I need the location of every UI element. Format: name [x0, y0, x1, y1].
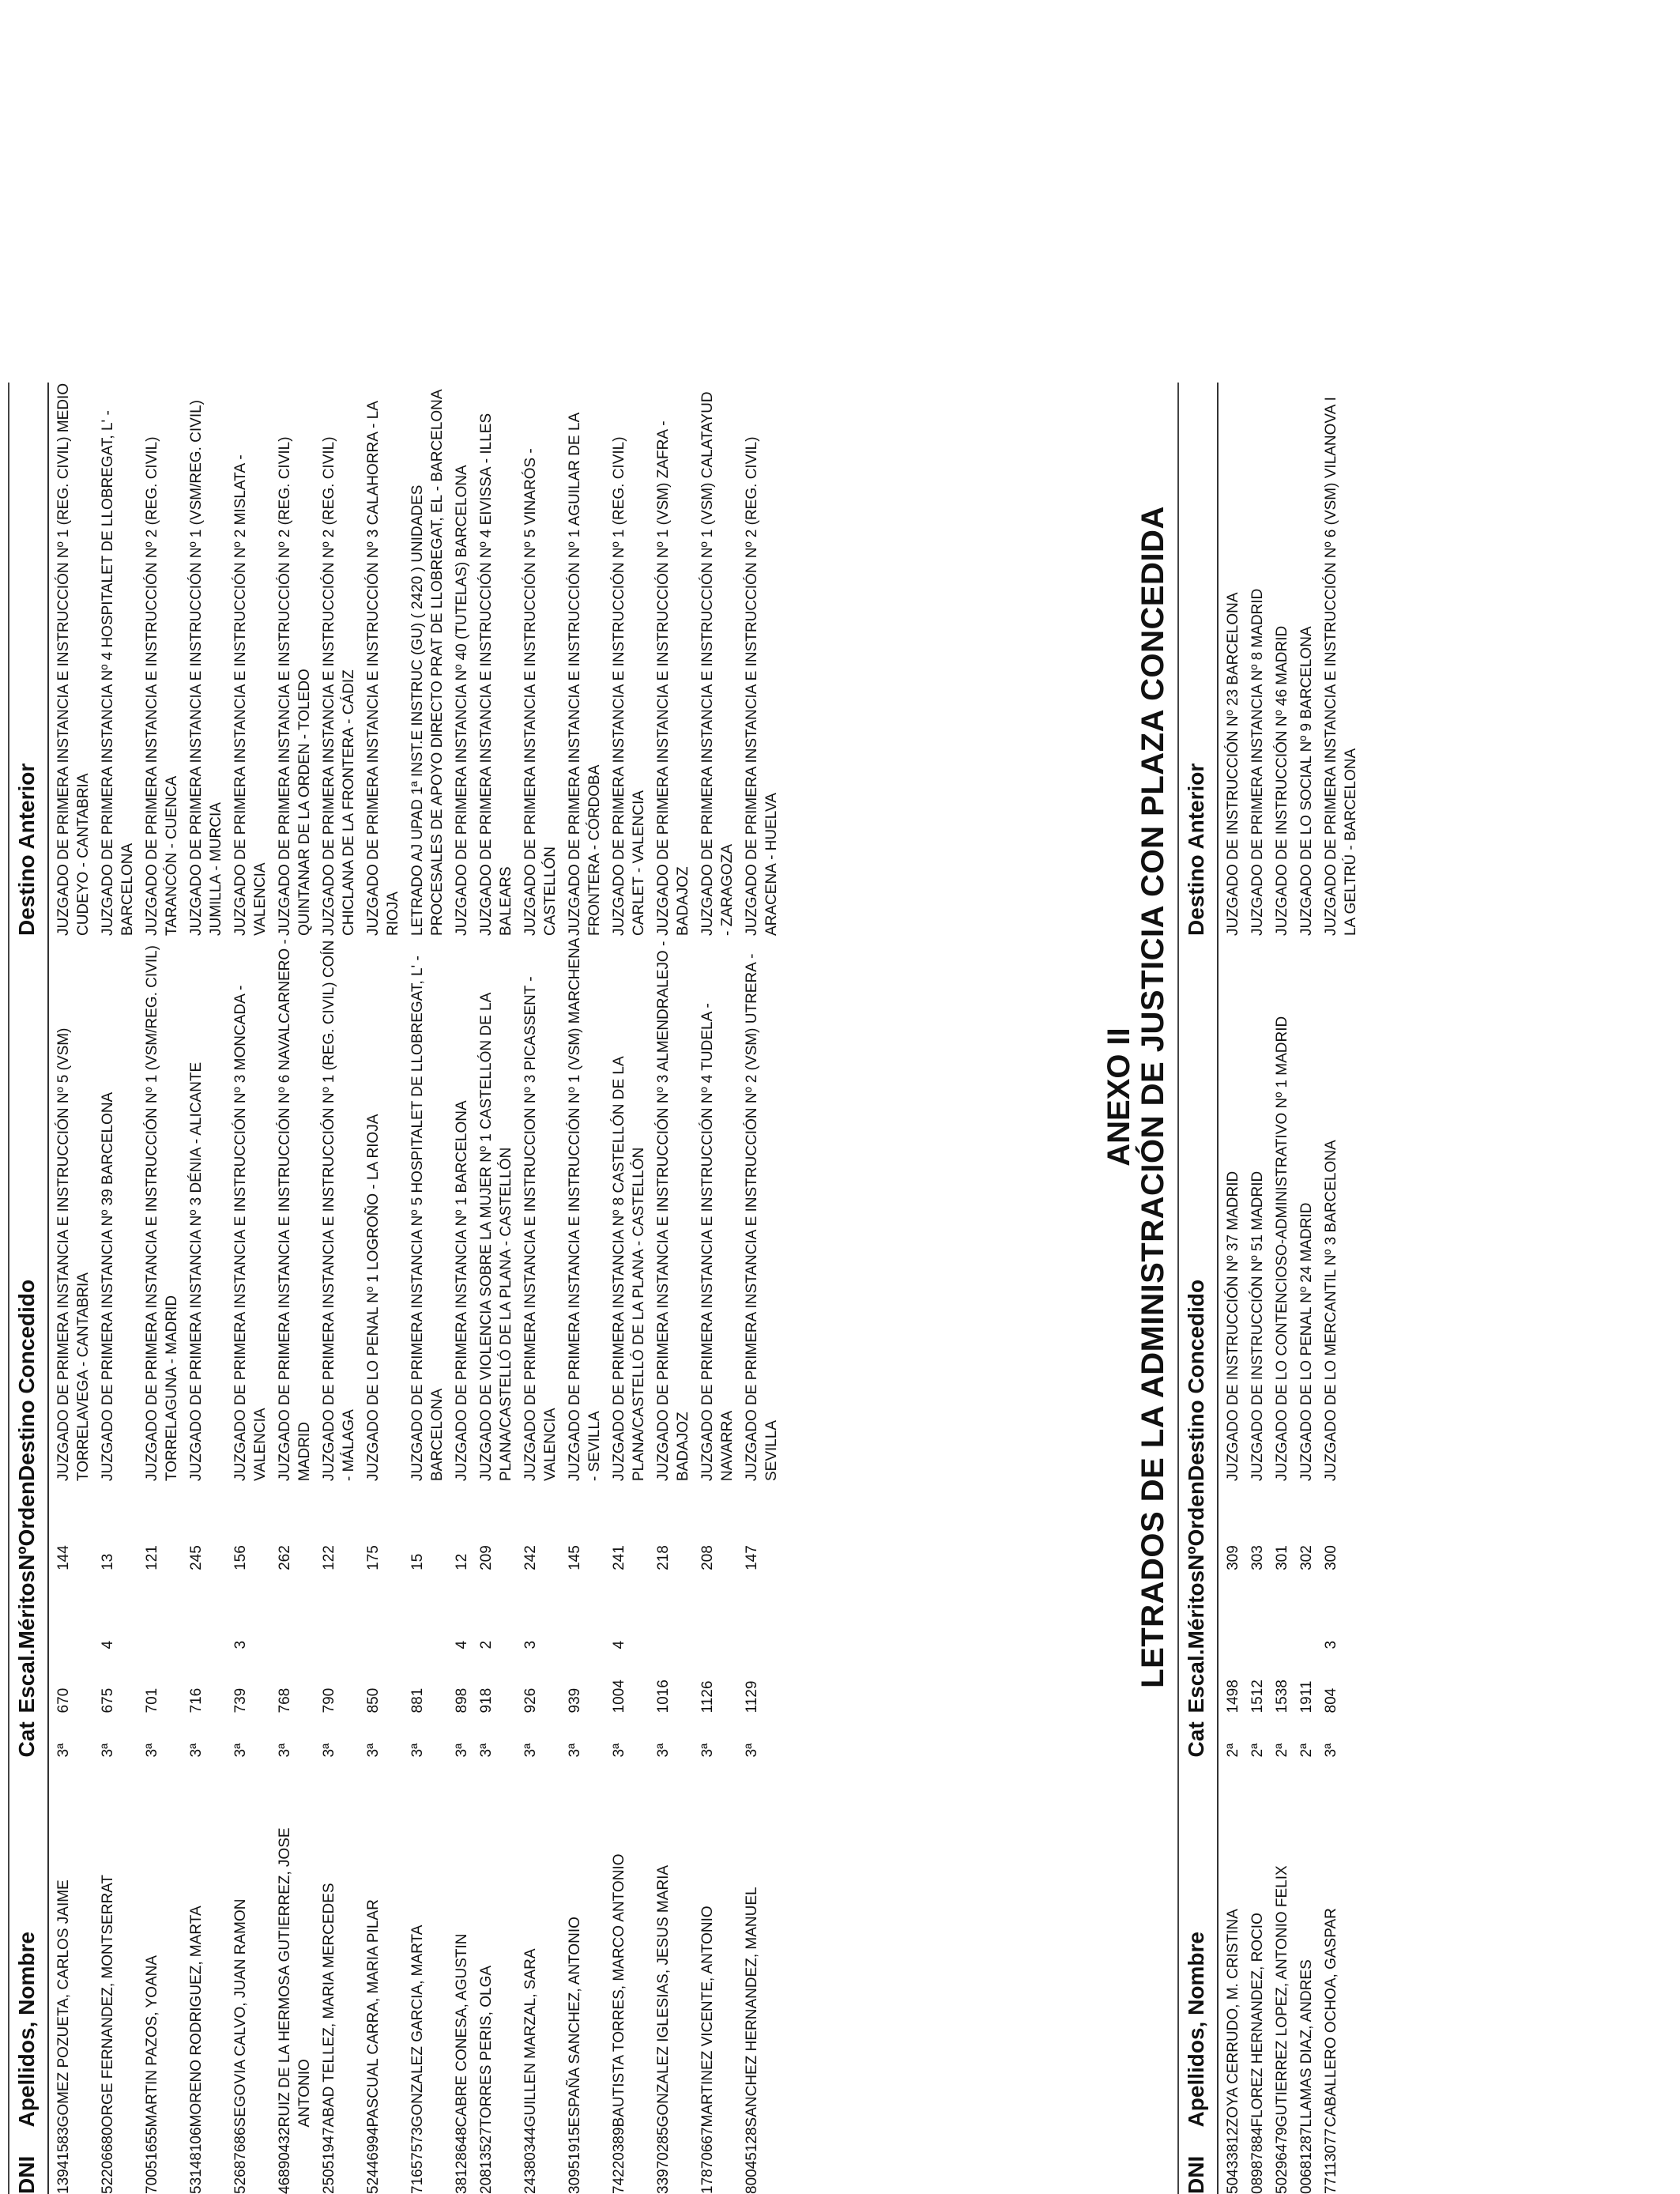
cell-norden: 262 [277, 1545, 293, 1570]
cell-dni: 52206680 [100, 2127, 116, 2194]
cell-concedido: JUZGADO DE PRIMERA INSTANCIA E INSTRUCCIÓN Nº 1 (VSM) MARCHENA - SEVILLA [567, 938, 603, 1482]
cell-norden: 303 [1249, 1545, 1266, 1570]
cell-cat: 2ª [1274, 1743, 1290, 1758]
cell-anterior: JUZGADO DE PRIMERA INSTANCIA E INSTRUCCIÓN Nº 4 EIVISSA - ILLES BALEARS [478, 413, 514, 937]
cell-norden: 302 [1298, 1545, 1315, 1570]
cell-concedido: JUZGADO DE LO CONTENCIOSO-ADMINISTRATIVO Nº 1 MADRID [1274, 1016, 1290, 1482]
cell-anterior: JUZGADO DE PRIMERA INSTANCIA E INSTRUCCIÓN Nº 2 (REG. CIVIL) ARACENA - HUELVA [744, 436, 780, 937]
cell-anterior: JUZGADO DE PRIMERA INSTANCIA Nº 4 HOSPITALET DE LLOBREGAT, L' - BARCELONA [100, 410, 136, 937]
cell-dni: 30951915 [567, 2127, 583, 2194]
cell-cat: 3ª [699, 1743, 716, 1758]
cell-nombre: ORGE FERNANDEZ, MONTSERRAT [100, 1874, 116, 2128]
header-escal: Escal. [14, 1649, 39, 1713]
cell-norden: 218 [655, 1545, 672, 1570]
table-row [359, 383, 403, 2194]
cell-dni: 52446994 [365, 2127, 382, 2194]
cell-cat: 3ª [277, 1743, 293, 1758]
cell-meritos [1218, 1570, 1243, 1649]
cell-nombre: MARTINEZ VICENTE, ANTONIO [699, 1906, 716, 2128]
header-dni: DNI [14, 2155, 39, 2194]
cell-nombre: GUILLEN MARZAL, SARA [522, 1948, 539, 2128]
cell-escal: 768 [277, 1687, 293, 1713]
cell-concedido: JUZGADO DE PRIMERA INSTANCIA Nº 39 BARCELONA [100, 1091, 116, 1482]
cell-anterior: JUZGADO DE PRIMERA INSTANCIA E INSTRUCCIÓN Nº 1 (VSM) ZAFRA - BADAJOZ [655, 420, 691, 937]
cell-cat: 3ª [144, 1743, 160, 1758]
cell-cat: 2ª [1249, 1743, 1266, 1758]
cell-cat: 3ª [611, 1743, 627, 1758]
cell-meritos [315, 1570, 359, 1649]
header-dni: DNI [1184, 2155, 1208, 2194]
cell-escal: 790 [321, 1687, 337, 1713]
table-row [48, 383, 93, 2194]
table-row [693, 383, 737, 2194]
assignments-table-2 [1177, 383, 1361, 2194]
cell-escal: 1498 [1225, 1679, 1241, 1713]
table-row [560, 383, 605, 2194]
cell-cat: 3ª [188, 1743, 205, 1758]
cell-dni: 52687686 [232, 2127, 249, 2194]
table-header-row [9, 383, 48, 2194]
cell-cat: 3ª [1323, 1743, 1339, 1758]
cell-escal: 881 [409, 1687, 426, 1713]
cell-concedido: JUZGADO DE LO PENAL Nº 24 MADRID [1298, 1202, 1315, 1482]
cell-dni: 13941583 [55, 2127, 72, 2194]
cell-nombre: GONZALEZ GARCIA, MARTA [409, 1924, 426, 2128]
cell-dni: 38128648 [454, 2127, 470, 2194]
cell-concedido: JUZGADO DE VIOLENCIA SOBRE LA MUJER Nº 1 CASTELLÓN DE LA PLANA/CASTELLÓ DE LA PLANA - CASTELLÓN [478, 993, 514, 1482]
cell-escal: 918 [478, 1687, 495, 1713]
cell-norden: 12 [454, 1553, 470, 1570]
header-cat: Cat [1184, 1721, 1208, 1758]
cell-norden: 208 [699, 1545, 716, 1570]
cell-concedido: JUZGADO DE LO PENAL Nº 1 LOGROÑO - LA RIOJA [365, 1114, 382, 1482]
cell-norden: 147 [744, 1545, 760, 1570]
cell-norden: 175 [365, 1545, 382, 1570]
cell-anterior: JUZGADO DE PRIMERA INSTANCIA E INSTRUCCIÓN Nº 1 (VSM/REG. CIVIL) JUMILLA - MURCIA [188, 400, 224, 937]
table-row [93, 383, 137, 2194]
cell-nombre: MARTIN PAZOS, YOANA [144, 1955, 160, 2128]
cell-dni: 80045128 [744, 2127, 760, 2194]
cell-nombre: ABAD TELLEZ, MARIA MERCEDES [321, 1883, 337, 2128]
cell-meritos [1243, 1570, 1268, 1649]
cell-nombre: LLAMAS DIAZ, ANDRES [1298, 1959, 1315, 2128]
cell-anterior: JUZGADO DE PRIMERA INSTANCIA E INSTRUCCIÓN Nº 1 (REG. CIVIL) CARLET - VALENCIA [611, 436, 647, 937]
cell-dni: 53148106 [188, 2127, 205, 2194]
header-norden: NºOrden [1184, 1481, 1208, 1570]
cell-meritos [270, 1570, 315, 1649]
header-norden: NºOrden [14, 1481, 39, 1570]
cell-anterior: JUZGADO DE PRIMERA INSTANCIA E INSTRUCCIÓN Nº 1 AGUILAR DE LA FRONTERA - CÓRDOBA [567, 413, 603, 937]
cell-concedido: JUZGADO DE PRIMERA INSTANCIA E INSTRUCCIÓN Nº 1 (VSM/REG. CIVIL) TORRELAGUNA - MADRID [144, 945, 180, 1482]
cell-concedido: JUZGADO DE PRIMERA INSTANCIA E INSTRUCCIÓN Nº 3 MONCADA - VALENCIA [232, 985, 269, 1482]
cell-meritos [693, 1570, 737, 1649]
cell-anterior: JUZGADO DE PRIMERA INSTANCIA E INSTRUCCIÓN Nº 2 MISLATA - VALENCIA [232, 454, 269, 937]
cell-nombre: GONZALEZ IGLESIAS, JESUS MARIA [655, 1864, 672, 2128]
cell-cat: 2ª [1225, 1743, 1241, 1758]
cell-concedido: JUZGADO DE PRIMERA INSTANCIA E INSTRUCCIÓN Nº 1 (REG. CIVIL) COÍN - MÁLAGA [321, 940, 357, 1482]
cell-escal: 1016 [655, 1679, 672, 1713]
header-concedido: Destino Concedido [1184, 1279, 1208, 1482]
cell-meritos [359, 1570, 403, 1649]
table-row [226, 383, 270, 2194]
table-1 [8, 383, 782, 2194]
table-row [472, 383, 516, 2194]
cell-cat: 3ª [744, 1743, 760, 1758]
cell-escal: 850 [365, 1687, 382, 1713]
cell-concedido: JUZGADO DE PRIMERA INSTANCIA E INSTRUCCIÓN Nº 6 NAVALCARNERO - MADRID [277, 939, 313, 1482]
cell-escal: 701 [144, 1687, 160, 1713]
cell-anterior: JUZGADO DE PRIMERA INSTANCIA E INSTRUCCIÓN Nº 2 (REG. CIVIL) QUINTANAR DE LA ORDEN - TOLEDO [277, 436, 313, 937]
cell-meritos: 2 [478, 1640, 495, 1649]
cell-escal: 675 [100, 1687, 116, 1713]
cell-concedido: JUZGADO DE PRIMERA INSTANCIA Nº 5 HOSPITALET DE LLOBREGAT, L' - BARCELONA [409, 956, 446, 1482]
cell-cat: 3ª [409, 1743, 426, 1758]
table-2-body [1218, 383, 1361, 2194]
cell-anterior: LETRADO AJ UPAD 1ª INST.E INSTRUC (GU) ( 2420 ) UNIDADES PROCESALES DE APOYO DIRECTO PRAT DE LLOBREGAT, EL - BARCELONA [409, 389, 446, 937]
cell-anterior: JUZGADO DE PRIMERA INSTANCIA E INSTRUCCIÓN Nº 3 CALAHORRA - LA RIOJA [365, 401, 401, 937]
cell-norden: 300 [1323, 1545, 1339, 1570]
cell-nombre: MORENO RODRIGUEZ, MARTA [188, 1906, 205, 2128]
cell-meritos: 4 [454, 1640, 470, 1649]
cell-nombre: SANCHEZ HERNANDEZ, MANUEL [744, 1887, 760, 2128]
cell-escal: 1126 [699, 1680, 716, 1713]
cell-norden: 145 [567, 1545, 583, 1570]
cell-cat: 3ª [365, 1743, 382, 1758]
cell-escal: 716 [188, 1687, 205, 1713]
table-row [1317, 383, 1361, 2194]
cell-norden: 209 [478, 1545, 495, 1570]
cell-anterior: JUZGADO DE PRIMERA INSTANCIA E INSTRUCCIÓN Nº 1 (VSM) CALATAYUD - ZARAGOZA [699, 391, 736, 937]
header-escal: Escal. [1184, 1649, 1208, 1713]
cell-concedido: JUZGADO DE PRIMERA INSTANCIA Nº 3 DÉNIA - ALICANTE [188, 1061, 205, 1482]
table-row [516, 383, 560, 2194]
cell-concedido: JUZGADO DE PRIMERA INSTANCIA E INSTRUCCIÓN Nº 5 (VSM) TORRELAVEGA - CANTABRIA [55, 1027, 92, 1482]
cell-escal: 1911 [1298, 1680, 1315, 1713]
cell-norden: 13 [100, 1553, 116, 1570]
cell-anterior: JUZGADO DE PRIMERA INSTANCIA Nº 40 (TUTELAS) BARCELONA [454, 465, 470, 937]
cell-concedido: JUZGADO DE LO MERCANTIL Nº 3 BARCELONA [1323, 1140, 1339, 1482]
cell-anterior: JUZGADO DE INSTRUCCIÓN Nº 23 BARCELONA [1225, 592, 1241, 937]
cell-meritos [182, 1570, 226, 1649]
cell-dni: 50433812 [1225, 2127, 1241, 2194]
assignments-table-1 [8, 383, 782, 2194]
cell-escal: 804 [1323, 1687, 1339, 1713]
cell-meritos: 3 [1323, 1640, 1339, 1649]
cell-escal: 926 [522, 1687, 539, 1713]
header-anterior: Destino Anterior [1184, 763, 1208, 937]
cell-cat: 3ª [100, 1743, 116, 1758]
cell-dni: 50296479 [1274, 2127, 1290, 2194]
cell-meritos: 3 [522, 1640, 539, 1649]
cell-cat: 3ª [522, 1743, 539, 1758]
cell-anterior: JUZGADO DE PRIMERA INSTANCIA E INSTRUCCIÓN Nº 2 (REG. CIVIL) TARANCÓN - CUENCA [144, 436, 180, 937]
cell-dni: 20813527 [478, 2127, 495, 2194]
cell-concedido: JUZGADO DE PRIMERA INSTANCIA E INSTRUCCIÓN Nº 2 (VSM) UTRERA - SEVILLA [744, 953, 780, 1482]
anexo-title: ANEXO II [1102, 1027, 1136, 1167]
table-1-body [48, 383, 782, 2194]
cell-norden: 156 [232, 1545, 249, 1570]
cell-cat: 3ª [655, 1743, 672, 1758]
anexo-heading [1102, 0, 1170, 2194]
cell-nombre: PASCUAL CARRA, MARIA PILAR [365, 1899, 382, 2128]
cell-nombre: ESPAÑA SANCHEZ, ANTONIO [567, 1917, 583, 2128]
cell-escal: 670 [55, 1687, 72, 1713]
cell-dni: 71657573 [409, 2127, 426, 2194]
cell-cat: 3ª [321, 1743, 337, 1758]
header-meritos: Méritos [14, 1570, 39, 1649]
cell-norden: 245 [188, 1545, 205, 1570]
cell-meritos [1292, 1570, 1317, 1649]
cell-nombre: RUIZ DE LA HERMOSA GUTIERREZ, JOSE ANTONIO [277, 1827, 313, 2128]
cell-nombre: CABALLERO OCHOA, GASPAR [1323, 1908, 1339, 2128]
cell-nombre: CABRE CONESA, AGUSTIN [454, 1933, 470, 2128]
table-row [737, 383, 782, 2194]
table-row [270, 383, 315, 2194]
table-row [447, 383, 472, 2194]
cell-concedido: JUZGADO DE PRIMERA INSTANCIA E INSTRUCCION Nº 3 PICASSENT - VALENCIA [522, 976, 559, 1482]
header-anterior: Destino Anterior [14, 763, 39, 937]
cell-dni: 00681287 [1298, 2127, 1315, 2194]
cell-dni: 33970285 [655, 2127, 672, 2194]
header-nombre: Apellidos, Nombre [14, 1932, 39, 2128]
cell-norden: 241 [611, 1545, 627, 1570]
cell-meritos [1268, 1570, 1292, 1649]
cell-concedido: JUZGADO DE PRIMERA INSTANCIA E INSTRUCCIÓN Nº 3 ALMENDRALEJO - BADAJOZ [655, 941, 691, 1482]
cell-cat: 3ª [232, 1743, 249, 1758]
cell-anterior: JUZGADO DE PRIMERA INSTANCIA Nº 8 MADRID [1249, 588, 1266, 937]
cell-escal: 1538 [1274, 1679, 1290, 1713]
header-nombre: Apellidos, Nombre [1184, 1932, 1208, 2128]
cell-norden: 121 [144, 1545, 160, 1570]
cell-anterior: JUZGADO DE PRIMERA INSTANCIA E INSTRUCCIÓN Nº 2 (REG. CIVIL) CHICLANA DE LA FRONTERA - CÁDIZ [321, 436, 357, 937]
cell-dni: 24380344 [522, 2127, 539, 2194]
cell-nombre: ZOYA CERRUDO, M. CRISTINA [1225, 1909, 1241, 2128]
table-row [137, 383, 182, 2194]
cell-cat: 2ª [1298, 1743, 1315, 1758]
cell-norden: 309 [1225, 1545, 1241, 1570]
cell-concedido: JUZGADO DE INSTRUCCIÓN Nº 37 MADRID [1225, 1171, 1241, 1482]
header-concedido: Destino Concedido [14, 1279, 39, 1482]
table-row [1268, 383, 1292, 2194]
cell-meritos: 3 [232, 1640, 249, 1649]
cell-meritos: 4 [100, 1640, 116, 1649]
header-cat: Cat [14, 1721, 39, 1758]
table-row [1243, 383, 1268, 2194]
cell-norden: 144 [55, 1545, 72, 1570]
cell-escal: 898 [454, 1687, 470, 1713]
cell-cat: 3ª [55, 1743, 72, 1758]
cell-anterior: JUZGADO DE PRIMERA INSTANCIA E INSTRUCCIÓN Nº 1 (REG. CIVIL) MEDIO CUDEYO - CANTABRIA [55, 383, 92, 937]
cell-escal: 1512 [1249, 1679, 1266, 1713]
cell-meritos: 4 [611, 1640, 627, 1649]
cell-escal: 1004 [611, 1679, 627, 1713]
cell-nombre: GOMEZ POZUETA, CARLOS JAIME [55, 1879, 72, 2128]
cell-nombre: GUTIERREZ LOPEZ, ANTONIO FELIX [1274, 1865, 1290, 2128]
cell-norden: 122 [321, 1545, 337, 1570]
cell-meritos [737, 1570, 782, 1649]
cell-nombre: FLOREZ HERNANDEZ, ROCIO [1249, 1913, 1266, 2128]
cell-nombre: TORRES PERIS, OLGA [478, 1965, 495, 2128]
cell-nombre: BAUTISTA TORRES, MARCO ANTONIO [611, 1853, 627, 2128]
table-row [182, 383, 226, 2194]
cell-dni: 70051655 [144, 2127, 160, 2194]
cell-meritos [137, 1570, 182, 1649]
cell-cat: 3ª [478, 1743, 495, 1758]
cell-dni: 46890432 [277, 2127, 293, 2194]
cell-norden: 242 [522, 1545, 539, 1570]
cell-dni: 17870667 [699, 2127, 716, 2194]
cell-meritos [649, 1570, 693, 1649]
table-row [315, 383, 359, 2194]
table-row [649, 383, 693, 2194]
cell-norden: 15 [409, 1553, 426, 1570]
table-row [1292, 383, 1317, 2194]
cell-cat: 3ª [567, 1743, 583, 1758]
header-meritos: Méritos [1184, 1570, 1208, 1649]
cell-concedido: JUZGADO DE PRIMERA INSTANCIA Nº 1 BARCELONA [454, 1100, 470, 1482]
cell-anterior: JUZGADO DE PRIMERA INSTANCIA E INSTRUCCIÓN Nº 6 (VSM) VILANOVA I LA GELTRÚ - BARCELONA [1323, 397, 1359, 937]
cell-concedido: JUZGADO DE PRIMERA INSTANCIA Nº 8 CASTELLÓN DE LA PLANA/CASTELLÓ DE LA PLANA - CASTELLÓN [611, 1057, 647, 1482]
cell-nombre: SEGOVIA CALVO, JUAN RAMON [232, 1898, 249, 2128]
cell-escal: 939 [567, 1687, 583, 1713]
cell-meritos [48, 1570, 93, 1649]
cell-escal: 1129 [744, 1680, 760, 1713]
table-row [605, 383, 649, 2194]
cell-concedido: JUZGADO DE INSTRUCCIÓN Nº 51 MADRID [1249, 1171, 1266, 1482]
cell-meritos [403, 1570, 447, 1649]
cell-meritos [560, 1570, 605, 1649]
cell-dni: 74220389 [611, 2127, 627, 2194]
cell-cat: 3ª [454, 1743, 470, 1758]
cell-anterior: JUZGADO DE PRIMERA INSTANCIA E INSTRUCCIÓN Nº 5 VINARÓS - CASTELLÓN [522, 448, 559, 937]
table-header-row [1178, 383, 1218, 2194]
cell-escal: 739 [232, 1687, 249, 1713]
table-row [1218, 383, 1243, 2194]
cell-dni: 08987884 [1249, 2127, 1266, 2194]
table-2 [1177, 383, 1361, 2194]
cell-dni: 77113077 [1323, 2128, 1339, 2194]
cell-dni: 25051947 [321, 2127, 337, 2194]
anexo-subtitle: LETRADOS DE LA ADMINISTRACIÓN DE JUSTICIA CON PLAZA CONCEDIDA [1136, 506, 1170, 1688]
table-row [403, 383, 447, 2194]
cell-concedido: JUZGADO DE PRIMERA INSTANCIA E INSTRUCCIÓN Nº 4 TUDELA - NAVARRA [699, 1003, 736, 1482]
cell-norden: 301 [1274, 1545, 1290, 1570]
cell-anterior: JUZGADO DE INSTRUCCIÓN Nº 46 MADRID [1274, 625, 1290, 937]
cell-anterior: JUZGADO DE LO SOCIAL Nº 9 BARCELONA [1298, 626, 1315, 937]
